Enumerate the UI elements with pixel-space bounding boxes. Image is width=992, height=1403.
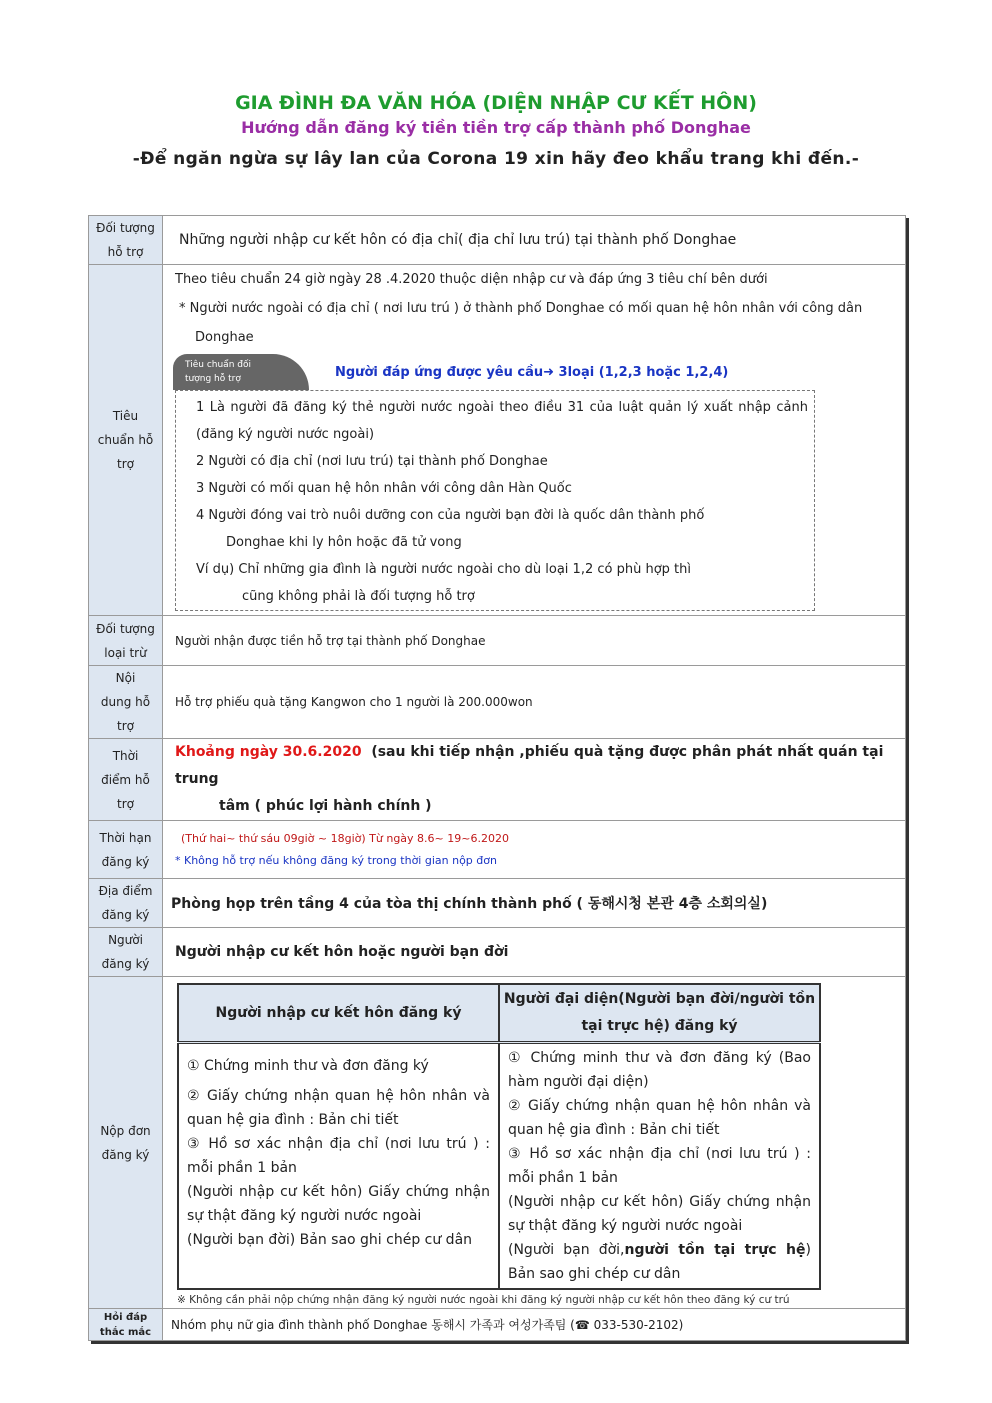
criteria-tab-row xyxy=(173,354,895,390)
target-text: Những người nhập cư kết hôn có địa chỉ( địa chỉ lưu trú) tại thành phố Donghae xyxy=(163,216,906,265)
content-text: Hỗ trợ phiếu quà tặng Kangwon cho 1 người là 200.000won xyxy=(163,666,906,739)
row-label: Thời hạn đăng ký xyxy=(89,821,163,879)
row-documents xyxy=(89,977,906,1309)
doc-item: ③ Hồ sơ xác nhận địa chỉ (nơi lưu trú ) : mỗi phần 1 bản xyxy=(508,1146,811,1186)
criteria-item-4: 4 Người đóng vai trò nuôi dưỡng con của người bạn đời là quốc dân thành phố xyxy=(196,508,705,523)
deadline-note: * Không hỗ trợ nếu không đăng ký trong thời gian nộp đơn xyxy=(175,853,497,867)
doc-item: ① Chứng minh thư và đơn đăng ký (Bao hàm người đại diện) xyxy=(508,1050,811,1090)
timing-text-cont: tâm ( phúc lợi hành chính ) xyxy=(219,798,432,814)
criteria-intro: Theo tiêu chuẩn 24 giờ ngày 28 .4.2020 thuộc diện nhập cư và đáp ứng 3 tiêu chí bên dưới xyxy=(175,272,768,287)
applicant-text: Người nhập cư kết hôn hoặc người bạn đời xyxy=(163,928,906,977)
info-table xyxy=(88,215,906,1341)
criteria-tab-label: Tiêu chuẩn đối tượng hỗ trợ xyxy=(173,354,309,390)
row-label: Địa điểm đăng ký xyxy=(89,879,163,928)
row-label: Đối tượng loại trừ xyxy=(89,616,163,666)
document-title: GIA ĐÌNH ĐA VĂN HÓA (DIỆN NHẬP CƯ KẾT HÔN) xyxy=(235,92,757,114)
doc-item: (Người bạn đời) Bản sao ghi chép cư dân xyxy=(187,1232,473,1248)
doc-item: ③ Hồ sơ xác nhận địa chỉ (nơi lưu trú ) : mỗi phần 1 bản xyxy=(187,1136,490,1176)
deadline-content xyxy=(163,821,906,879)
criteria-example: Ví dụ) Chỉ những gia đình là người nước ngoài cho dù loại 1,2 có phù hợp thì xyxy=(196,562,691,577)
row-label: Đối tượng hỗ trợ xyxy=(89,216,163,265)
doc-item: ② Giấy chứng nhận quan hệ hôn nhân và quan hệ gia đình : Bản chi tiết xyxy=(187,1088,490,1128)
criteria-example-cont: cũng không phải là đối tượng hỗ trợ xyxy=(242,589,475,604)
excluded-text: Người nhận được tiền hỗ trợ tại thành phố Donghae xyxy=(163,616,906,666)
documents-col1-header: Người nhập cư kết hôn đăng ký xyxy=(178,984,499,1043)
documents-col1 xyxy=(178,1043,499,1290)
row-location xyxy=(89,879,906,928)
row-label: Người đăng ký xyxy=(89,928,163,977)
row-label: Thời điểm hỗ trợ xyxy=(89,739,163,821)
deadline-period: (Thứ hai~ thứ sáu 09giờ ~ 18giờ) Từ ngày 8.6~ 19~6.2020 xyxy=(181,831,509,845)
mask-notice: -Để ngăn ngừa sự lây lan của Corona 19 xin hãy đeo khẩu trang khi đến.- xyxy=(132,149,860,169)
location-text: Phòng họp trên tầng 4 của tòa thị chính thành phố ( 동해시청 본관 4층 소회의실) xyxy=(163,879,906,928)
doc-item: (Người bạn đời,người tồn tại trực hệ) Bản sao ghi chép cư dân xyxy=(508,1242,811,1282)
row-target xyxy=(89,216,906,265)
criteria-item-3: 3 Người có mối quan hệ hôn nhân với công dân Hàn Quốc xyxy=(196,481,572,496)
row-criteria xyxy=(89,265,906,616)
row-content xyxy=(89,666,906,739)
row-label: Tiêu chuẩn hỗ trợ xyxy=(89,265,163,616)
document-subtitle: Hướng dẫn đăng ký tiền tiền trợ cấp thành phố Donghae xyxy=(241,118,751,137)
row-label: Nội dung hỗ trợ xyxy=(89,666,163,739)
doc-item: ② Giấy chứng nhận quan hệ hôn nhân và quan hệ gia đình : Bản chi tiết xyxy=(508,1098,811,1138)
timing-content xyxy=(163,739,906,821)
inquiry-text: Nhóm phụ nữ gia đình thành phố Donghae 동해시 가족과 여성가족팀 (☎ 033-530-2102) xyxy=(163,1309,906,1341)
criteria-box xyxy=(175,390,815,611)
doc-item: ① Chứng minh thư và đơn đăng ký xyxy=(187,1058,429,1074)
documents-note: ※ Không cần phải nộp chứng nhận đăng ký người nước ngoài khi đăng ký người nhập cư kết hôn theo đăng ký cư trú xyxy=(177,1294,790,1306)
criteria-content xyxy=(163,265,906,616)
criteria-item-4-cont: Donghae khi ly hôn hoặc đã tử vong xyxy=(226,535,462,550)
doc-item: (Người nhập cư kết hôn) Giấy chứng nhận sự thật đăng ký người nước ngoài xyxy=(508,1194,811,1234)
documents-col2-header: Người đại diện(Người bạn đời/người tồn tại trực hệ) đăng ký xyxy=(499,984,820,1043)
criteria-item-1: 1 Là người đã đăng ký thẻ người nước ngoài theo điều 31 của luật quản lý xuất nhập cảnh (đăng ký người nước ngoài) xyxy=(196,400,808,442)
timing-date: Khoảng ngày 30.6.2020 xyxy=(175,744,362,760)
timing-text: (sau khi tiếp nhận ,phiếu quà tặng được phân phát nhất quán tại trung xyxy=(175,744,884,787)
doc-item: (Người nhập cư kết hôn) Giấy chứng nhận sự thật đăng ký người nước ngoài xyxy=(187,1184,490,1224)
row-applicant xyxy=(89,928,906,977)
row-label: Hỏi đáp thắc mắc xyxy=(89,1309,163,1341)
row-label: Nộp đơn đăng ký xyxy=(89,977,163,1309)
criteria-foreigner-note: * Người nước ngoài có địa chỉ ( nơi lưu trú ) ở thành phố Donghae có mối quan hệ hôn nhân với công dân xyxy=(179,301,863,316)
criteria-tab-caption: Người đáp ứng được yêu cầu➜ 3loại (1,2,3 hoặc 1,2,4) xyxy=(335,364,729,380)
criteria-item-2: 2 Người có địa chỉ (nơi lưu trú) tại thành phố Donghae xyxy=(196,454,548,469)
row-excluded xyxy=(89,616,906,666)
documents-col2 xyxy=(499,1043,820,1290)
criteria-foreigner-note-cont: Donghae xyxy=(195,330,254,345)
documents-table xyxy=(177,983,821,1290)
row-timing xyxy=(89,739,906,821)
row-deadline xyxy=(89,821,906,879)
row-inquiry xyxy=(89,1309,906,1341)
documents-content xyxy=(163,977,906,1309)
